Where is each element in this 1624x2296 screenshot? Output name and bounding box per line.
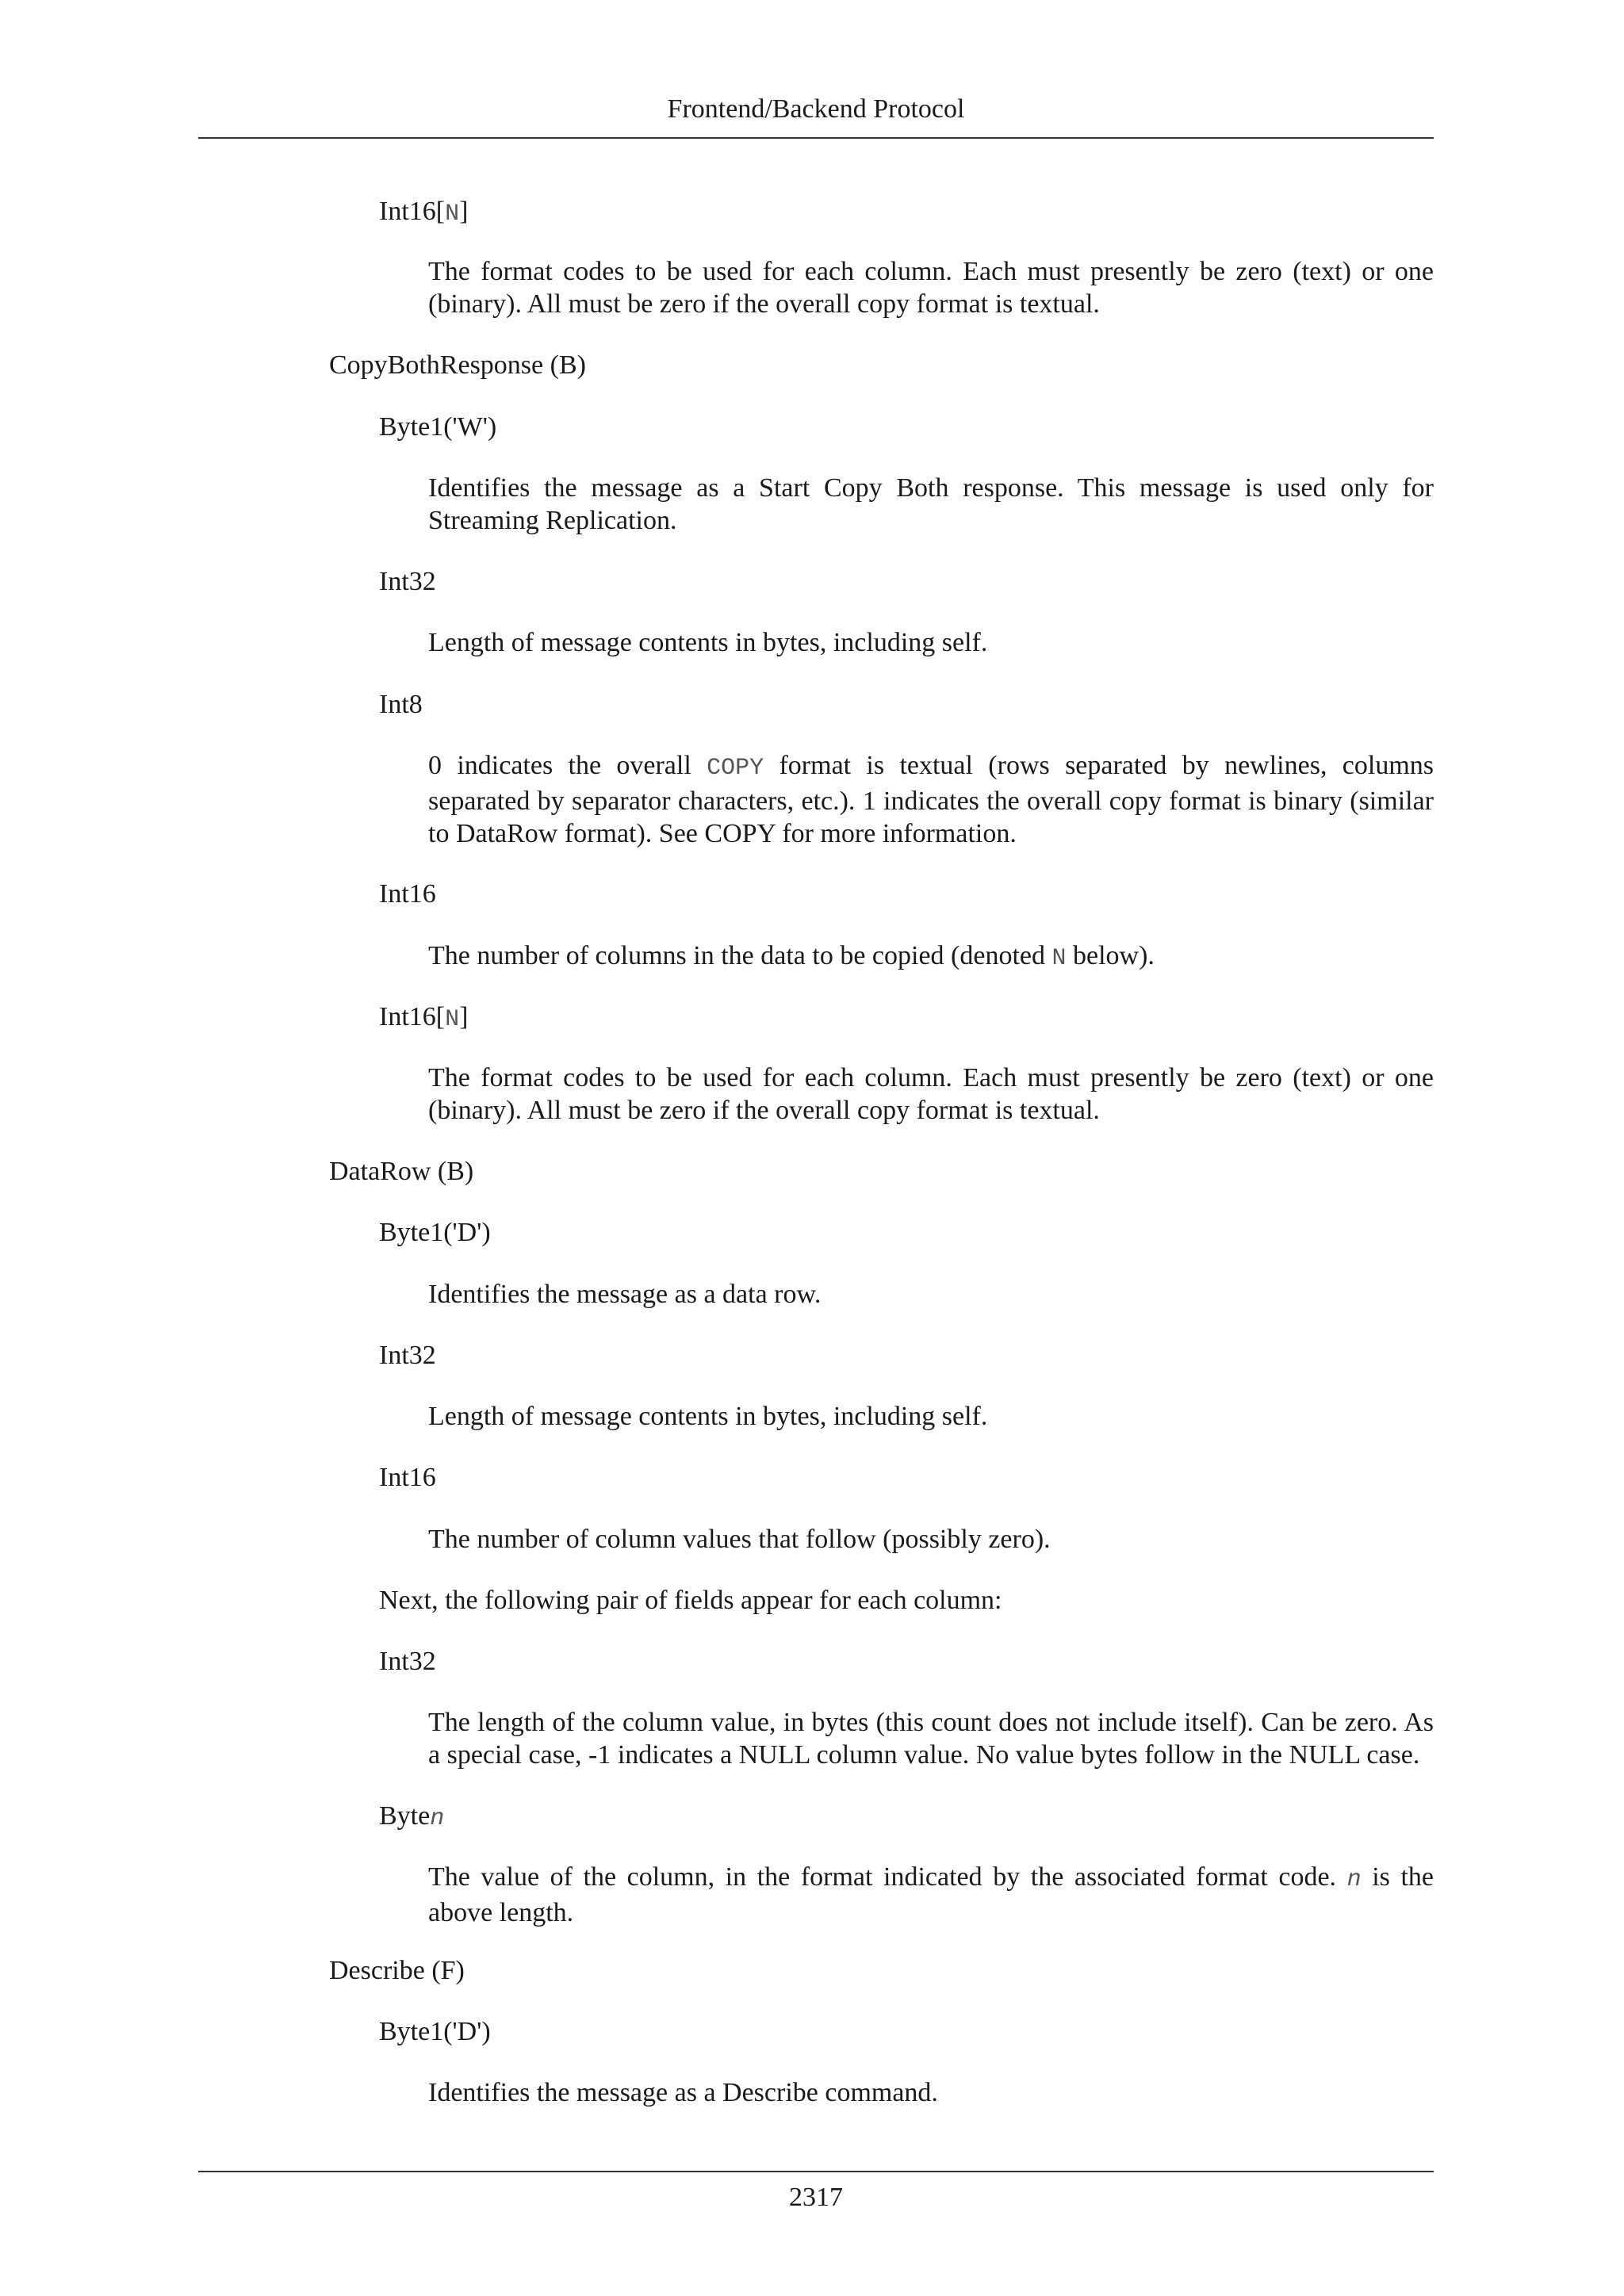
field-description: 0 indicates the overall COPY format is textual (rows separated by newlines, columns separated by separator characters, etc.). 1 indicates the overall copy format is binary (similar to DataRow format). See COPY for more information.	[428, 751, 1434, 848]
field-name: Byte1('D')	[379, 1218, 491, 1247]
field-name: Int32	[379, 1647, 436, 1676]
field-var: n	[1346, 1866, 1362, 1893]
running-header: Frontend/Backend Protocol	[667, 94, 965, 124]
field-description: Identifies the message as a Start Copy Both response. This message is used only for Streaming Replication.	[428, 473, 1434, 535]
field-name: Byte1('W')	[379, 412, 497, 442]
message-title: Describe (F)	[329, 1956, 465, 1985]
field-description: Length of message contents in bytes, including self.	[428, 1402, 988, 1431]
field-description: The number of column values that follow (possibly zero).	[428, 1525, 1051, 1554]
field-description: The format codes to be used for each column. Each must presently be zero (text) or one (binary). All must be zero if the overall copy format is textual.	[428, 257, 1434, 319]
field-name: Int16	[379, 879, 436, 909]
field-var: N	[445, 1006, 460, 1033]
field-description: Identifies the message as a data row.	[428, 1280, 822, 1309]
field-var: N	[445, 201, 460, 228]
field-name: Int16[N]	[379, 197, 469, 228]
field-var: N	[1051, 945, 1067, 972]
field-description: The value of the column, in the format indicated by the associated format code. n is the above length.	[428, 1862, 1434, 1927]
message-title: DataRow (B)	[329, 1157, 474, 1186]
field-name: Int32	[379, 567, 436, 596]
field-name: Int16	[379, 1463, 436, 1492]
field-name: Int32	[379, 1341, 436, 1370]
page-number: 2317	[789, 2183, 843, 2212]
field-name: Int16[N]	[379, 1002, 469, 1033]
field-description: Identifies the message as a Describe command.	[428, 2078, 938, 2107]
header-rule	[198, 137, 1434, 139]
field-description: Length of message contents in bytes, including self.	[428, 628, 988, 657]
field-description: The format codes to be used for each column. Each must presently be zero (text) or one (binary). All must be zero if the overall copy format is textual.	[428, 1063, 1434, 1125]
message-title: CopyBothResponse (B)	[329, 350, 586, 380]
field-name: Int8	[379, 690, 423, 719]
field-name: Byten	[379, 1801, 445, 1832]
field-description: The length of the column value, in bytes (this count does not include itself). Can be zero. As a special case, -1 indicates a NULL column value. No value bytes follow in the NULL case.	[428, 1708, 1434, 1770]
field-var: n	[430, 1805, 445, 1832]
field-description: The number of columns in the data to be copied (denoted N below).	[428, 941, 1155, 972]
section-note: Next, the following pair of fields appear for each column:	[379, 1586, 1002, 1615]
field-name: Byte1('D')	[379, 2017, 491, 2046]
code-literal: COPY	[707, 755, 764, 782]
footer-rule	[198, 2171, 1434, 2172]
